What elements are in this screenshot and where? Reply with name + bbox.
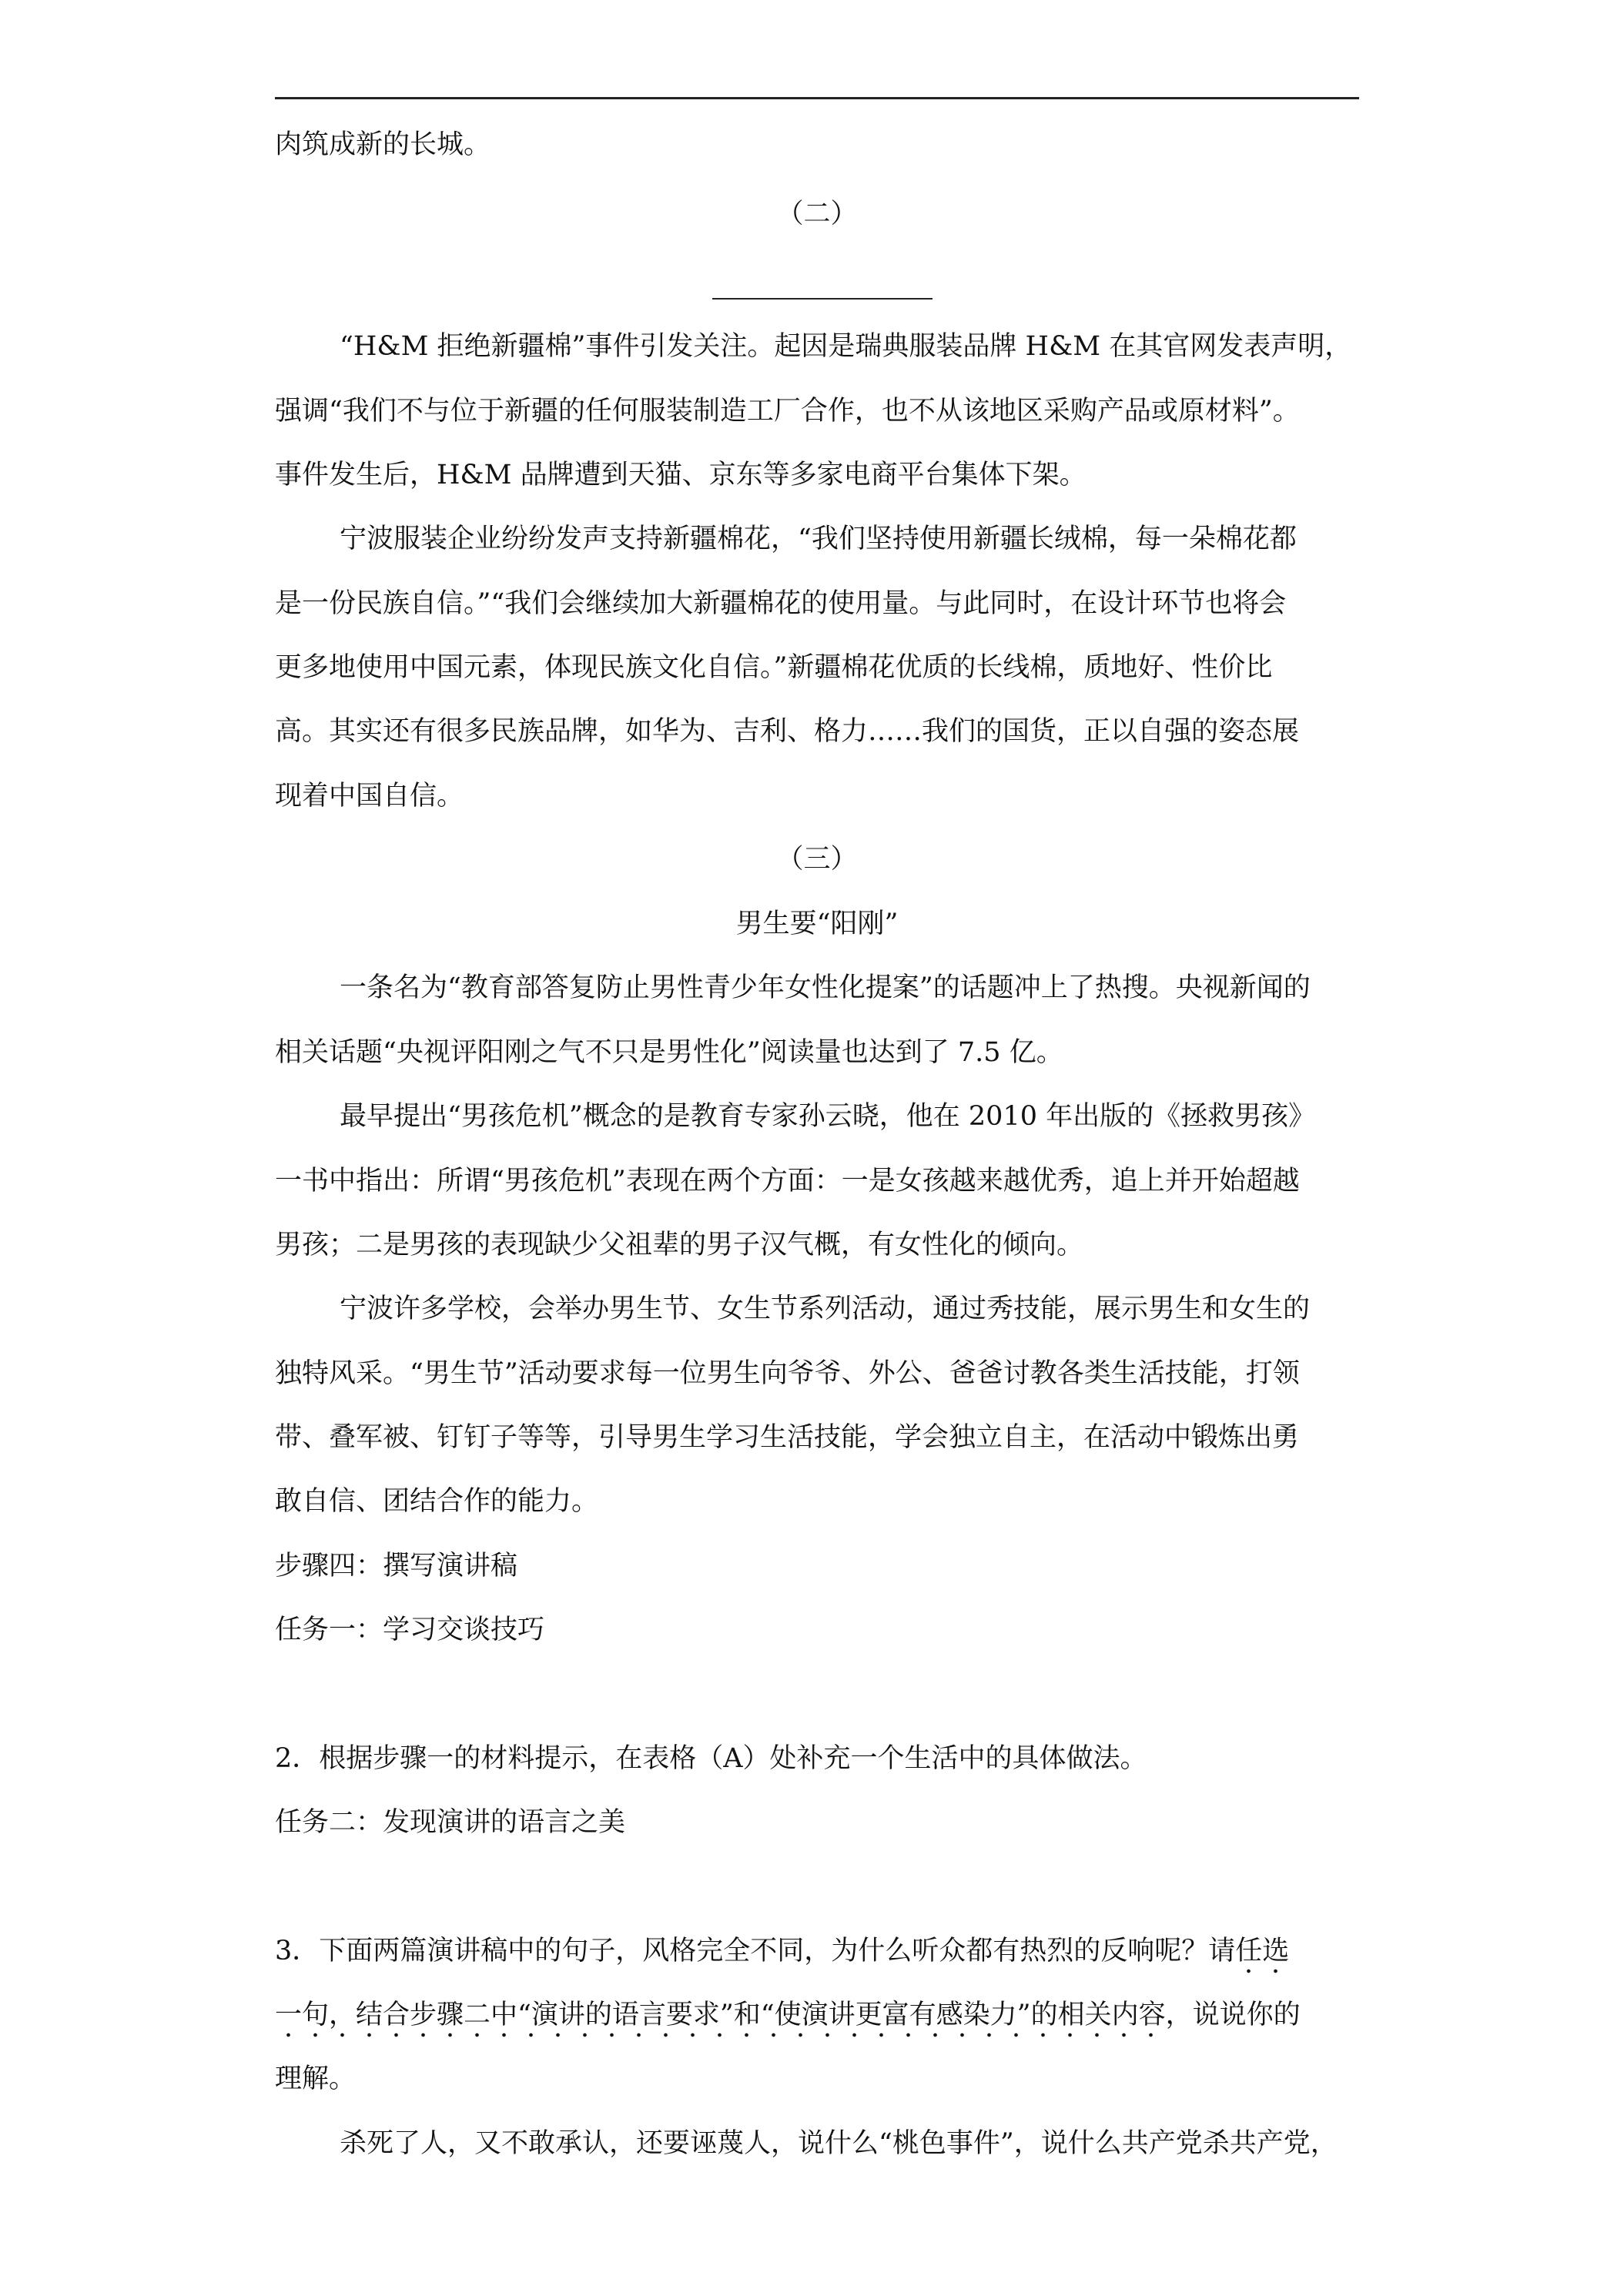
text-line: 敢自信、团结合作的能力。 [275, 1486, 599, 1517]
text-line: 强调“我们不与位于新疆的任何服装制造工厂合作，也不从该地区采购产品或原材料”。 [275, 396, 1300, 427]
text-line: 杀死了人，又不敢承认，还要诬蔑人，说什么“桃色事件”，说什么共产党杀共产党， [340, 2128, 1338, 2159]
text-line: 男孩；二是男孩的表现缺少父祖辈的男子汉气概，有女性化的倾向。 [275, 1230, 1084, 1260]
question-3-line-2 [275, 1998, 1359, 2032]
question-3-line-1 [275, 1934, 1359, 1968]
step-four-heading: 步骤四：撰写演讲稿 [275, 1551, 518, 1581]
question-3-text: 3．下面两篇演讲稿中的句子，风格完全不同，为什么听众都有热烈的反响呢？请 [275, 1936, 1236, 1966]
emphasized-text: 任选 [1235, 1936, 1289, 1976]
section-heading-3: （三） [776, 844, 858, 875]
emphasized-text: 一句，结合步骤二中“演讲的语言要求”和“使演讲更富有感染力”的相关内容 [275, 2000, 1166, 2040]
task-two-heading: 任务二：发现演讲的语言之美 [275, 1807, 626, 1838]
text-line: 最早提出“男孩危机”概念的是教育专家孙云晓，他在 2010 年出版的《拯救男孩》 [340, 1101, 1316, 1132]
section-heading-2: （二） [776, 199, 858, 229]
text-line: 带、叠军被、钉钉子等等，引导男生学习生活技能，学会独立自主，在活动中锻炼出勇 [275, 1422, 1300, 1453]
title-blank-line [712, 298, 933, 300]
text-line: 肉筑成新的长城。 [275, 129, 491, 160]
text-line: 更多地使用中国元素，体现民族文化自信。”新疆棉花优质的长线棉，质地好、性价比 [275, 652, 1273, 683]
task-one-heading: 任务一：学习交谈技巧 [275, 1615, 545, 1645]
text-line: 事件发生后，H&M 品牌遭到天猫、京东等多家电商平台集体下架。 [275, 460, 1087, 490]
text-line: 现着中国自信。 [275, 781, 464, 812]
text-line: 一书中指出：所谓“男孩危机”表现在两个方面：一是女孩越来越优秀，追上并开始超越 [275, 1166, 1300, 1197]
text-line: “H&M 拒绝新疆棉”事件引发关注。起因是瑞典服装品牌 H&M 在其官网发表声明， [340, 331, 1352, 362]
question-3-text: ，说说你的 [1165, 2000, 1301, 2030]
section-title: 男生要“阳刚” [735, 909, 899, 939]
question-2: 2．根据步骤一的材料提示，在表格（A）处补充一个生活中的具体做法。 [275, 1743, 1147, 1774]
header-rule [275, 97, 1359, 99]
text-line: 相关话题“央视评阳刚之气不只是男性化”阅读量也达到了 7.5 亿。 [275, 1037, 1063, 1068]
text-line: 一条名为“教育部答复防止男性青少年女性化提案”的话题冲上了热搜。央视新闻的 [340, 972, 1311, 1003]
text-line: 宁波许多学校，会举办男生节、女生节系列活动，通过秀技能，展示男生和女生的 [340, 1294, 1311, 1324]
text-line: 宁波服装企业纷纷发声支持新疆棉花，“我们坚持使用新疆长绒棉，每一朵棉花都 [340, 524, 1297, 554]
text-line: 高。其实还有很多民族品牌，如华为、吉利、格力……我们的国货，正以自强的姿态展 [275, 716, 1300, 747]
text-line: 独特风采。“男生节”活动要求每一位男生向爷爷、外公、爸爸讨教各类生活技能，打领 [275, 1358, 1300, 1389]
question-3-line-3: 理解。 [275, 2063, 357, 2094]
text-line: 是一份民族自信。”“我们会继续加大新疆棉花的使用量。与此同时，在设计环节也将会 [275, 588, 1287, 619]
